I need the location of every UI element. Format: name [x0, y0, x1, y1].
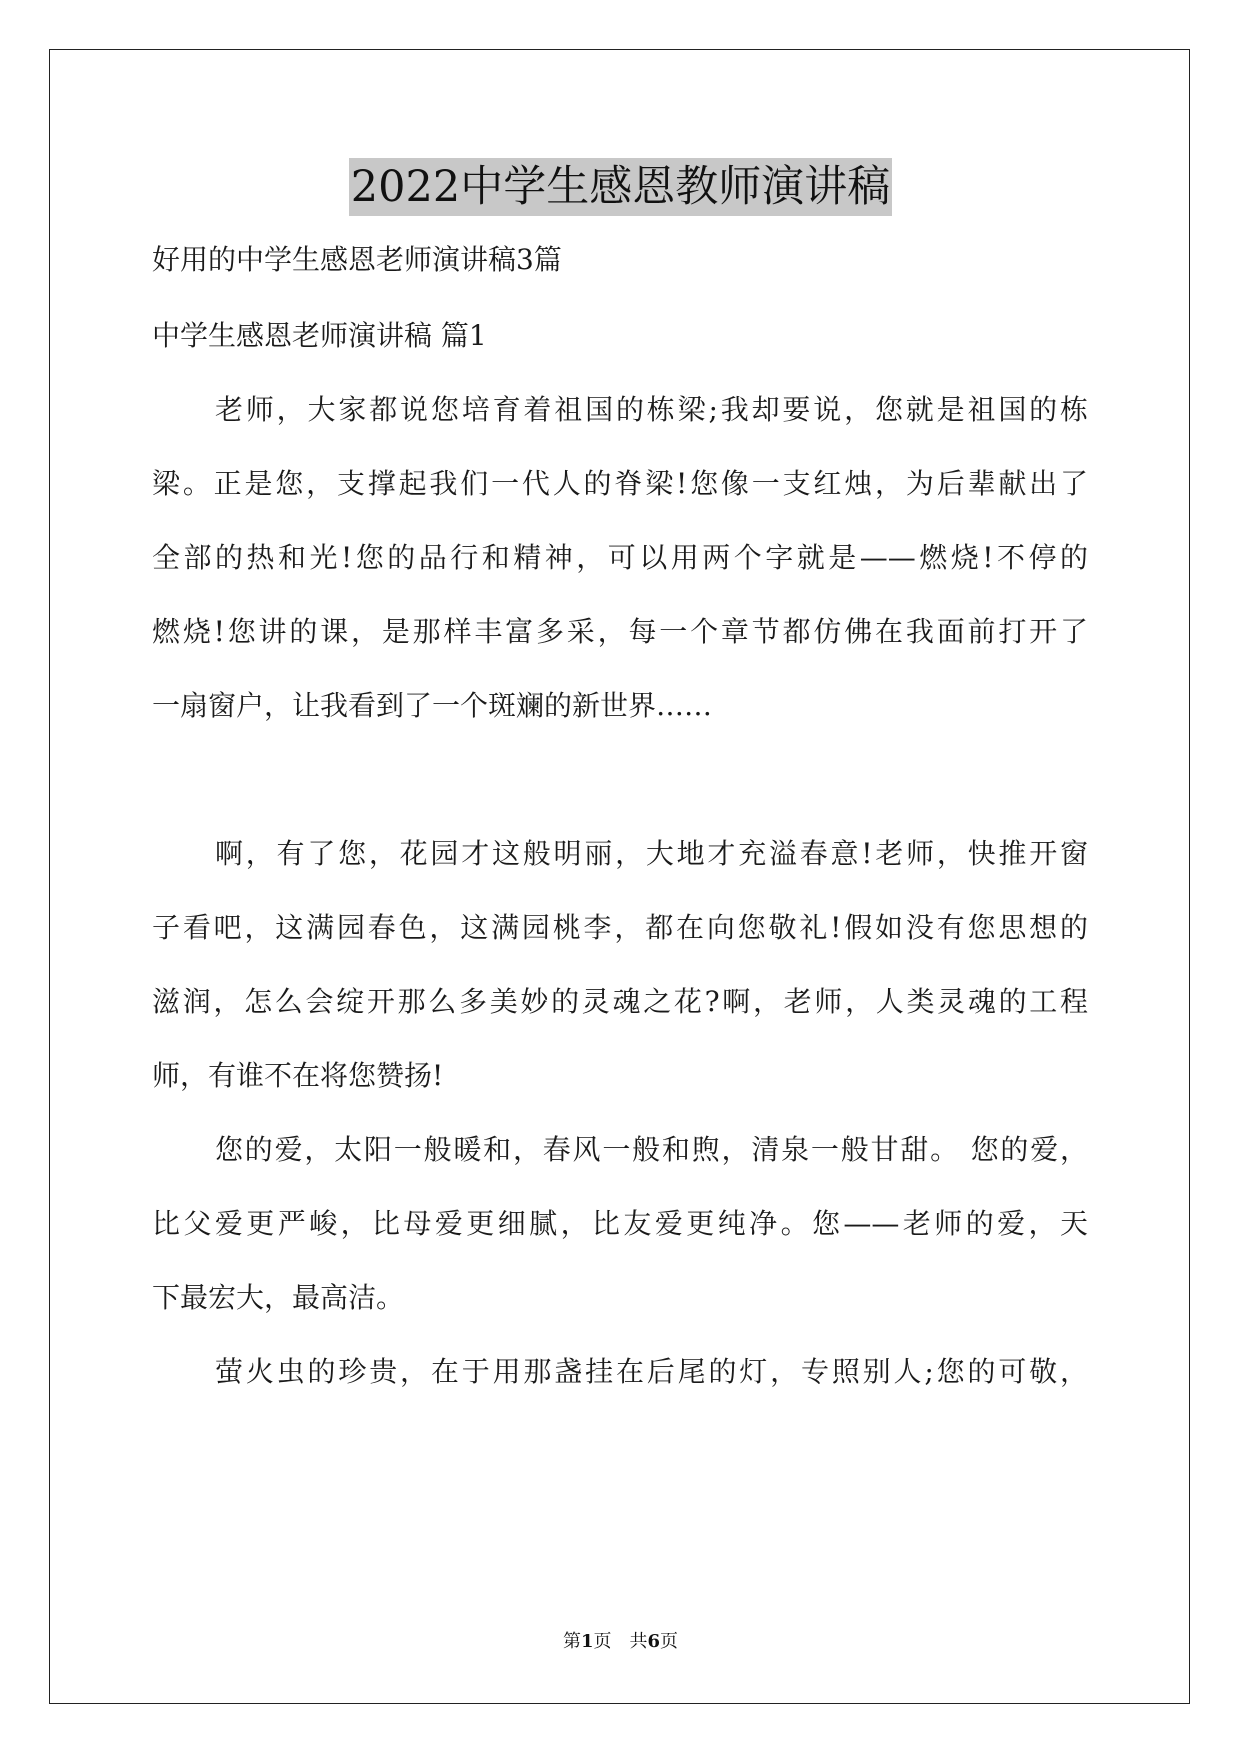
- page-border: [49, 49, 1190, 1704]
- paragraph-line: 全部的热和光!您的品行和精神，可以用两个字就是——燃烧!不停的: [152, 541, 1088, 574]
- document-title: 2022中学生感恩教师演讲稿: [349, 158, 892, 216]
- paragraph-line: 您的爱，太阳一般暖和，春风一般和煦，清泉一般甘甜。 您的爱，: [215, 1133, 1088, 1166]
- paragraph-line: 梁。正是您，支撑起我们一代人的脊梁!您像一支红烛，为后辈献出了: [152, 467, 1088, 500]
- paragraph-line: 啊，有了您，花园才这般明丽，大地才充溢春意!老师，快推开窗: [215, 837, 1088, 870]
- paragraph-line: 老师，大家都说您培育着祖国的栋梁;我却要说，您就是祖国的栋: [215, 393, 1088, 426]
- footer-page-total: 6: [647, 1631, 661, 1652]
- footer-page-prefix: 第: [562, 1631, 581, 1652]
- section-heading: 中学生感恩老师演讲稿 篇1: [152, 319, 487, 352]
- paragraph-line: 滋润，怎么会绽开那么多美妙的灵魂之花?啊，老师，人类灵魂的工程: [152, 985, 1088, 1018]
- paragraph-line: 比父爱更严峻，比母爱更细腻，比友爱更纯净。您——老师的爱，天: [152, 1207, 1088, 1240]
- paragraph-line: 燃烧!您讲的课，是那样丰富多采，每一个章节都仿佛在我面前打开了: [152, 615, 1088, 648]
- paragraph-line: 一扇窗户，让我看到了一个斑斓的新世界……: [152, 689, 713, 722]
- title-container: [0, 158, 1241, 216]
- footer-page-suffix: 页: [660, 1631, 679, 1652]
- paragraph-line: 萤火虫的珍贵，在于用那盏挂在后尾的灯，专照别人;您的可敬，: [215, 1355, 1088, 1388]
- paragraph-line: 下最宏大，最高洁。: [152, 1281, 405, 1314]
- paragraph-line: 子看吧，这满园春色，这满园桃李，都在向您敬礼!假如没有您思想的: [152, 911, 1088, 944]
- document-subtitle: 好用的中学生感恩老师演讲稿3篇: [152, 243, 562, 276]
- page-footer: [0, 1630, 1241, 1654]
- footer-page-current: 1: [580, 1631, 594, 1652]
- paragraph-line: 师，有谁不在将您赞扬!: [152, 1059, 444, 1092]
- footer-page-mid: 页 共: [593, 1631, 648, 1652]
